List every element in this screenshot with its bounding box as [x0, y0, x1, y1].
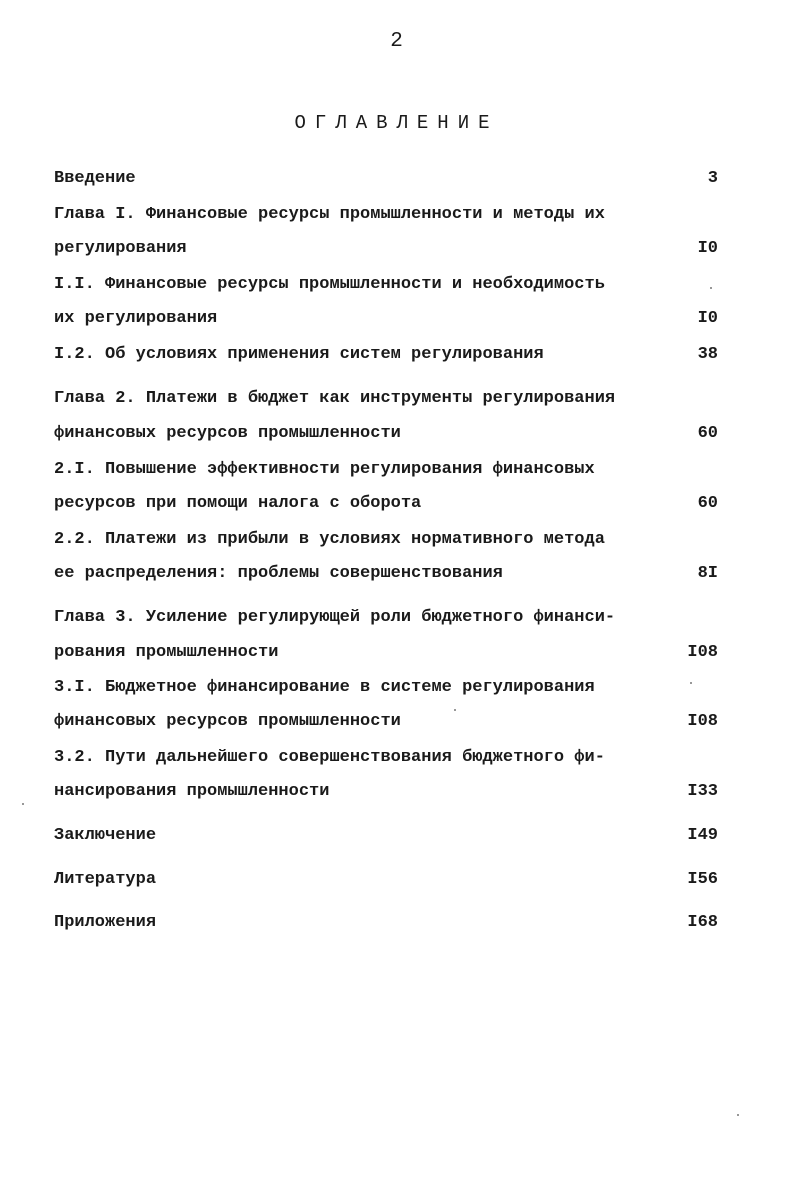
toc-entry-page: 3 — [707, 169, 718, 188]
toc-entry-text: их регулирования — [54, 309, 218, 328]
scan-speck — [690, 682, 692, 684]
toc-entry — [54, 493, 718, 515]
toc-entry-text: 2.2. Платежи из прибыли в условиях нормативного метода — [54, 530, 605, 549]
toc-entry-text: 2.I. Повышение эффективности регулирования финансовых — [54, 460, 595, 479]
toc-entry-page: 8I — [697, 564, 718, 583]
toc-entry-text: Приложения — [54, 913, 157, 932]
toc-entry-text: рования промышленности — [54, 643, 279, 662]
toc-entry — [54, 912, 718, 934]
toc-entry-page: I68 — [687, 913, 718, 932]
toc-entry-page: I08 — [687, 712, 718, 731]
toc-entry — [54, 388, 718, 410]
toc-entry-page: I49 — [687, 826, 718, 845]
toc-entry — [54, 204, 718, 226]
toc-entry-page: I33 — [687, 782, 718, 801]
toc-entry-text: I.2. Об условиях применения систем регулирования — [54, 345, 544, 364]
toc-entry-text: ее распределения: проблемы совершенствования — [54, 564, 503, 583]
toc-entry-text: нансирования промышленности — [54, 782, 330, 801]
toc-entry — [54, 529, 718, 551]
page-number: 2 — [390, 30, 403, 53]
toc-entry-page: 60 — [697, 424, 718, 443]
toc-entry — [54, 781, 718, 803]
toc-entry-text: финансовых ресурсов промышленности — [54, 424, 401, 443]
scan-speck — [454, 709, 456, 711]
toc-entry — [54, 168, 718, 190]
toc-entry — [54, 825, 718, 847]
toc-entry-page: I0 — [697, 239, 718, 258]
toc-entry — [54, 274, 718, 296]
toc-entry-text: Заключение — [54, 826, 157, 845]
toc-entry-page: 38 — [697, 345, 718, 364]
toc-entry-page: I0 — [697, 309, 718, 328]
toc-entry-text: 3.2. Пути дальнейшего совершенствования бюджетного фи- — [54, 748, 605, 767]
toc-entry-text: I.I. Финансовые ресурсы промышленности и необходимость — [54, 275, 605, 294]
toc-entry-page: I08 — [687, 643, 718, 662]
page-title: ОГЛАВЛЕНИЕ — [294, 112, 499, 134]
toc-entry — [54, 344, 718, 366]
toc-entry — [54, 423, 718, 445]
toc-entry — [54, 677, 718, 699]
toc-entry-text: Глава 2. Платежи в бюджет как инструменты регулирования — [54, 389, 616, 408]
toc-entry — [54, 459, 718, 481]
toc-entry-text: ресурсов при помощи налога с оборота — [54, 494, 422, 513]
toc-entry-page: I56 — [687, 870, 718, 889]
toc-entry — [54, 711, 718, 733]
toc-entry — [54, 869, 718, 891]
scan-speck — [710, 287, 712, 289]
toc-entry-text: 3.I. Бюджетное финансирование в системе регулирования — [54, 678, 595, 697]
toc-entry — [54, 238, 718, 260]
toc-entry-text: Литература — [54, 870, 157, 889]
toc-entry — [54, 563, 718, 585]
toc-entry-text: Введение — [54, 169, 136, 188]
toc-entry-text: регулирования — [54, 239, 187, 258]
scan-speck — [737, 1114, 739, 1116]
toc-entry-text: Глава 3. Усиление регулирующей роли бюджетного финанси- — [54, 608, 616, 627]
toc-entry — [54, 642, 718, 664]
toc-entry-text: финансовых ресурсов промышленности — [54, 712, 401, 731]
toc-entry-text: Глава I. Финансовые ресурсы промышленности и методы их — [54, 205, 605, 224]
toc-entry — [54, 747, 718, 769]
scan-speck — [22, 803, 24, 805]
toc-entry — [54, 607, 718, 629]
toc-entry — [54, 308, 718, 330]
toc-entry-page: 60 — [697, 494, 718, 513]
